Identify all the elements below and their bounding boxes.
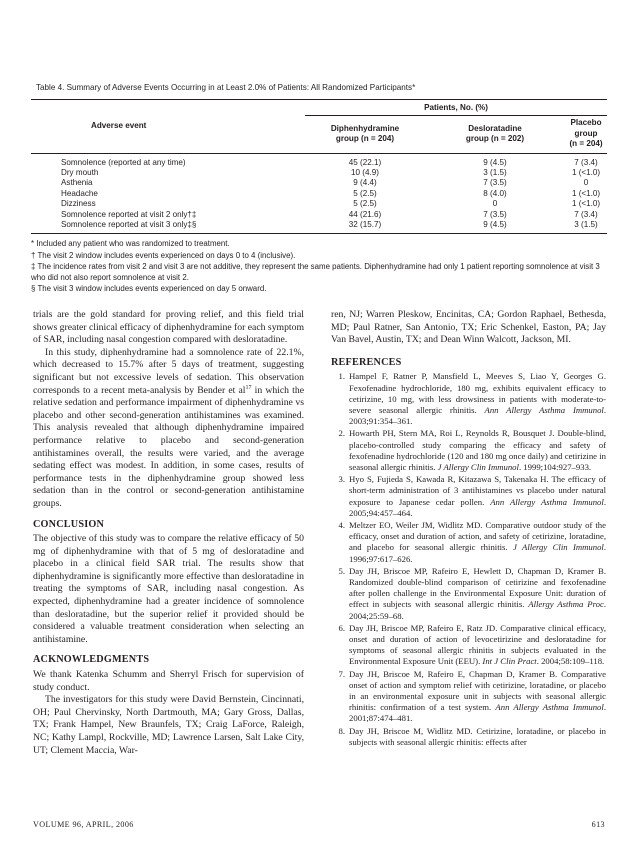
cell-event: Asthenia [61,178,93,188]
reference-item [331,669,606,725]
reference-journal: Ann Allergy Asthma Immunol [490,496,604,507]
table-4-block [31,82,607,294]
reference-item [331,623,606,668]
cell-event: Dry mouth [61,168,99,178]
footnote: ‡ The incidence rates from visit 2 and visit 3 are not additive, they represent the same patients. Diphenhydramine had only 1 patient reporting somnolence at visit 3 who did not also report somnolence at visit 2. [31,261,600,283]
journal-issue: VOLUME 96, APRIL, 2006 [33,820,134,829]
cell-desloratadine: 9 (4.5) [483,220,507,230]
references-list [331,371,606,748]
table-row [31,168,607,178]
table-row [31,154,607,168]
footnote: † The visit 2 window includes events experienced on days 0 to 4 (inclusive). [31,250,296,260]
reference-cite: . 2005;94:457–464. [349,496,606,518]
cell-diphenhydramine: 10 (4.9) [351,168,379,178]
reference-cite: . 2003;91:354–361. [349,404,606,427]
cell-desloratadine: 7 (3.5) [483,178,507,188]
reference-body: Day JH, Briscoe M, Widlitz MD. Cetirizine, loratadine, or placebo in subjects with seasonal allergic rhinitis: effects after [349,725,606,747]
header-group-n: group (n = 202) [465,134,525,144]
reference-item [331,428,606,473]
cell-placebo: 1 (<1.0) [571,168,601,178]
citation-superscript: 17 [245,384,252,391]
reference-number: 6. [338,622,345,633]
header-placebo [565,116,607,153]
cell-desloratadine: 9 (4.5) [483,157,507,167]
body-paragraph: The investigators for this study were David Bernstein, Cincinnati, OH; Paul Chervinsky, North Dartmouth, MA; Gary Gross, Dallas, TX; Frank Hampel, New Braunfels, TX; Craig LaForce, Raleigh, NC; Kathy Lampl, Rockville, MD; Lawrence Larsen, Salt Lake City, UT; Clement Maccia, War- [33,694,304,756]
text-run: in which the relative sedation and performance impairment of diphenhydramine vs placebo and other second-generation antihistamines was examined. This analysis revealed that although diphenhydramine impaired performance relative to placebo and second-generation antihistamines overall, the results were varied, and the average sedating effect was modest. In addition, in some cases, results of performance tests in the diphenhydramine group showed less sedation than in the control or second-generation antihistamine groups. [33,384,305,509]
header-desloratadine [425,116,565,153]
reference-journal: Int J Clin Pract [482,656,537,667]
reference-item [331,566,606,622]
acknowledgments-heading: ACKNOWLEDGMENTS [33,654,150,666]
body-paragraph: We thank Katenka Schumm and Sherryl Frisch for supervision of study conduct. [33,669,304,693]
cell-event: Headache [61,188,98,198]
reference-text [349,566,606,622]
cell-desloratadine: 8 (4.0) [483,188,507,198]
cell-placebo: 3 (1.5) [574,220,598,230]
cell-desloratadine: 0 [492,199,498,209]
header-group-name: Diphenhydramine [330,123,400,133]
header-adverse-event: Adverse event [91,121,147,131]
reference-number: 2. [338,428,345,439]
header-group-name: Placebo group [570,118,602,138]
cell-diphenhydramine: 44 (21.6) [348,209,382,219]
cell-diphenhydramine: 45 (22.1) [348,157,382,167]
reference-number: 3. [338,474,345,485]
reference-journal: J Allergy Clin Immunol [512,542,604,553]
body-paragraph: The objective of this study was to compare the relative efficacy of 50 mg of diphenhydramine with that of 5 mg of desloratadine and placebo in a clinical field SAR trial. The results show that diphenhydramine is significantly more effective than desloratadine in treating the symptoms of SAR, including nasal congestion. As expected, diphenhydramine had a greater incidence of somnolence than desloratadine, but the superior relief it provided should be considered a valuable treatment consideration when selecting an antihistamine. [33,533,304,645]
reference-text [349,371,606,427]
reference-journal: Ann Allergy Asthma Immunol [495,702,604,713]
reference-body: Day JH, Briscoe MP, Rafeiro E, Ratz JD. Comparative clinical efficacy, onset and duration of action of levocetirizine and desloratadine for symptoms of seasonal allergic rhinitis in subjects evaluated in the Environmental Exposure Unit (EEU). [349,622,606,667]
cell-event: Somnolence (reported at any time) [61,157,186,167]
reference-text [349,726,606,748]
reference-body: Hyo S, Fujieda S, Kawada R, Kitazawa S, Takenaka H. The efficacy of short-term administration of 3 antihistamines vs placebo under natural exposure to Japanese cedar pollen. [349,474,606,507]
reference-body: Day JH, Briscoe MP, Rafeiro E, Hewlett D, Chapman D, Kramer B. Randomized double-blind comparison of cetirizine and fexofenadine after pollen challenge in the Environmental Exposure Unit: duration of effect in subjects with seasonal allergic rhinitis. [349,565,606,610]
cell-event: Dizziness [61,199,96,209]
right-column [331,309,606,749]
reference-text [349,669,606,725]
table-footnotes [31,238,607,294]
reference-journal: J Allergy Clin Immunol [437,462,519,472]
reference-body: Howarth PH, Stern MA, Roi L, Reynolds R, Bousquet J. Double-blind, placebo-controlled study comparing the efficacy and safety of fexofenadine hydrochloride (120 and 180 mg once daily) and cetirizine in seasonal allergic rhinitis. [349,428,606,472]
conclusion-heading: CONCLUSION [33,518,105,530]
table-row [31,189,607,199]
reference-number: 7. [338,668,345,679]
body-paragraph: ren, NJ; Warren Pleskow, Encinitas, CA; Gordon Raphael, Bethesda, MD; Paul Ratner, San Antonio, TX; Eric Schenkel, Easton, PA; Jay Van Bavel, Austin, TX; and Dean Winn Walcott, Jackson, MI. [331,309,606,346]
reference-number: 1. [338,371,345,382]
reference-body: Day JH, Briscoe M, Rafeiro E, Chapman D, Kramer B. Comparative onset of action and symptom relief with cetirizine, loratadine, or placebo in an environmental exposure unit in subjects with seasonal allergic rhinitis: confirmation of a test system. [349,668,606,713]
reference-cite: . 2004;25:59–68. [349,599,607,621]
footnote: § The visit 3 window includes events experienced on day 5 onward. [31,284,267,294]
footnote: * Included any patient who was randomized to treatment. [31,239,230,249]
cell-placebo: 1 (<1.0) [571,188,601,198]
body-paragraph: trials are the gold standard for proving relief, and this field trial shows greater clinical efficacy of diphenhydramine for each symptom of SAR, including nasal congestion compared with desloratadine. [33,309,304,346]
text-run: In this study, diphenhydramine had a somnolence rate of 22.1%, which decreased to 15.7% after 5 days of treatment, suggesting significant but not excessive levels of sedation. This observation corresponds to a recent meta-analysis by Bender et al [33,346,304,396]
table-row [31,199,607,209]
left-column [33,309,304,757]
cell-diphenhydramine: 32 (15.7) [348,220,382,230]
reference-text [349,520,606,565]
table-row [31,210,607,220]
reference-text [349,428,606,473]
cell-placebo: 7 (3.4) [574,157,598,167]
table-caption: Table 4. Summary of Adverse Events Occurring in at Least 2.0% of Patients: All Randomized Participants* [36,83,416,92]
adverse-events-table [31,100,607,233]
cell-event: Somnolence reported at visit 2 only†‡ [61,209,197,219]
table-row [31,178,607,188]
cell-event: Somnolence reported at visit 3 only‡§ [61,220,197,230]
cell-desloratadine: 3 (1.5) [483,168,507,178]
cell-desloratadine: 7 (3.5) [483,209,507,219]
header-patients-no: Patients, No. (%) [305,100,607,116]
table-row [31,220,607,233]
cell-diphenhydramine: 5 (2.5) [353,188,377,198]
reference-cite: . 1999;104:927–933. [518,462,592,472]
reference-item [331,726,606,748]
reference-text [349,623,606,668]
references-heading: REFERENCES [331,356,402,368]
cell-placebo: 7 (3.4) [574,209,598,219]
reference-item [331,474,606,519]
reference-number: 8. [338,725,345,736]
header-group-n: group (n = 204) [335,134,395,144]
reference-body: Meltzer EO, Weiler JM, Widlitz MD. Comparative outdoor study of the efficacy, onset and duration of action, and safety of cetirizine, loratadine, and placebo for seasonal allergic rhinitis. [349,520,606,553]
reference-item [331,371,606,427]
cell-diphenhydramine: 5 (2.5) [353,199,377,209]
reference-number: 5. [338,565,345,576]
reference-cite: . 2001;87:474–481. [349,702,606,724]
cell-diphenhydramine: 9 (4.4) [353,178,377,188]
body-paragraph [33,347,304,511]
reference-number: 4. [338,520,345,531]
header-group-n: (n = 204) [569,139,603,149]
reference-journal: Allergy Asthma Proc [528,599,604,610]
header-diphenhydramine [305,116,425,153]
reference-body: Hampel F, Ratner P, Mansfield L, Meeves S, Liao Y, Georges G. Fexofenadine hydrochloride, 180 mg, exhibits equivalent efficacy to cetirizine, 10 mg, with less drowsiness in patients with moderate-to-severe seasonal allergic rhinitis. [349,371,606,415]
page-number: 613 [591,820,605,829]
reference-item [331,520,606,565]
reference-journal: Ann Allergy Asthma Immunol [484,404,604,415]
cell-placebo: 0 [583,178,589,188]
reference-cite: . 2004;58:109–118. [536,656,605,667]
table-bottom-rule [31,233,607,234]
header-group-name: Desloratadine [468,123,522,133]
cell-placebo: 1 (<1.0) [571,199,601,209]
reference-cite: . 1996;97:617–626. [349,542,606,564]
reference-text [349,474,606,519]
